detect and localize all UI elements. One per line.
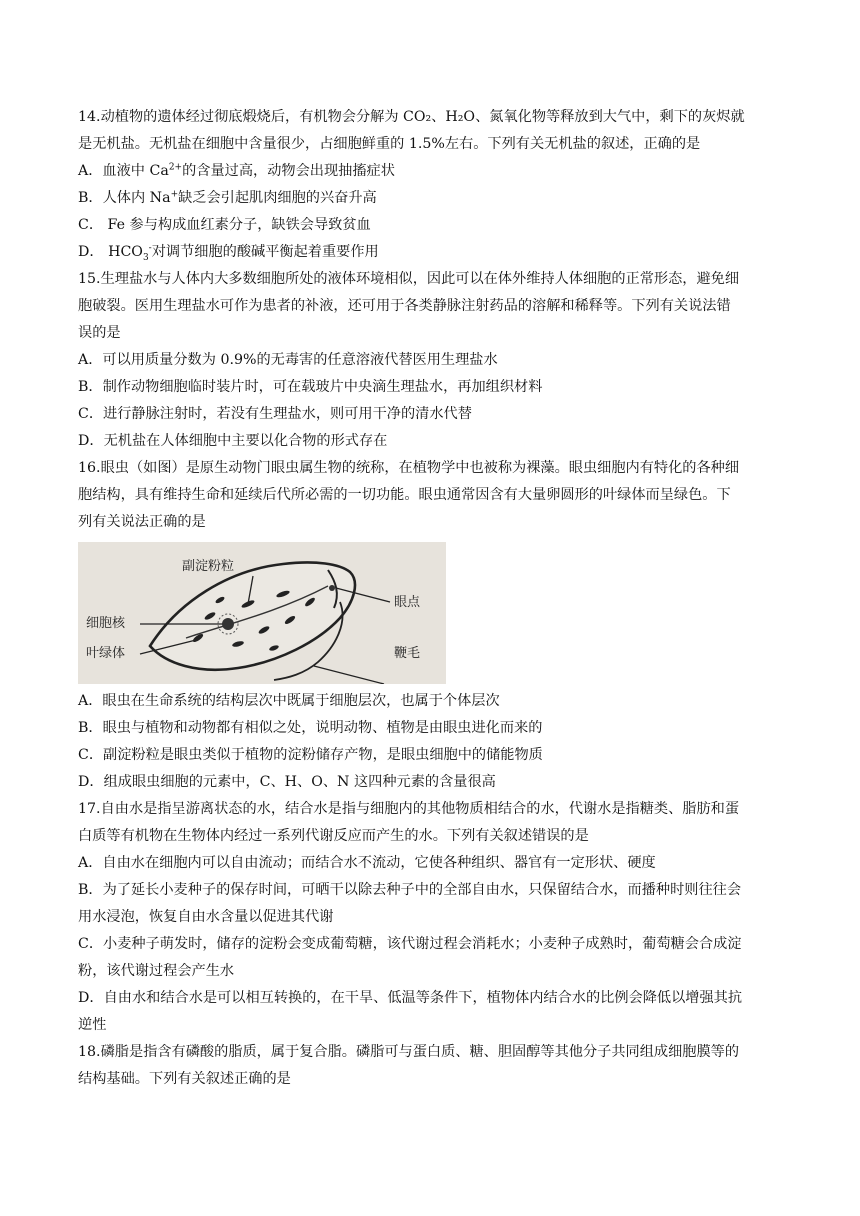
option-d: D．自由水和结合水是可以相互转换的，在干旱、低温等条件下，植物体内结合水的比例会降低以增强其抗 <box>78 990 743 1006</box>
question-stem: 是无机盐。无机盐在细胞中含量很少，占细胞鲜重的 1.5%左右。下列有关无机盐的叙述，正确的是 <box>78 136 701 152</box>
euglena-drawing <box>78 542 446 684</box>
option-b: B．为了延长小麦种子的保存时间，可晒干以除去种子中的全部自由水，只保留结合水，而播种时则往往会 <box>78 882 742 898</box>
option-b: B．制作动物细胞临时装片时，可在载玻片中央滴生理盐水，再加组织材料 <box>78 379 543 395</box>
question-stem: 18.磷脂是指含有磷酸的脂质，属于复合脂。磷脂可与蛋白质、糖、胆固醇等其他分子共同组成细胞膜等的 <box>78 1044 740 1060</box>
label-paramylon: 副淀粉粒 <box>182 559 235 574</box>
question-stem: 17.自由水是指呈游离状态的水，结合水是指与细胞内的其他物质相结合的水，代谢水是指糖类、脂肪和蛋 <box>78 801 740 817</box>
label-flagellum: 鞭毛 <box>394 646 421 661</box>
question-stem: 白质等有机物在生物体内经过一系列代谢反应而产生的水。下列有关叙述错误的是 <box>78 828 589 844</box>
eyespot-dot <box>329 585 335 591</box>
question-stem: 15.生理盐水与人体内大多数细胞所处的液体环境相似，因此可以在体外维持人体细胞的正常形态，避免细 <box>78 271 740 287</box>
option-a: A．眼虫在生命系统的结构层次中既属于细胞层次，也属于个体层次 <box>78 693 500 709</box>
option-b-cont: 用水浸泡，恢复自由水含量以促进其代谢 <box>78 909 334 925</box>
option-d-cont: 逆性 <box>78 1017 107 1033</box>
option-c-cont: 粉，该代谢过程会产生水 <box>78 963 235 979</box>
question-stem: 16.眼虫（如图）是原生动物门眼虫属生物的统称，在植物学中也被称为裸藻。眼虫细胞内有特化的各种细 <box>78 460 740 476</box>
question-stem: 胞结构，具有维持生命和延续后代所必需的一切功能。眼虫通常因含有大量卵圆形的叶绿体而呈绿色。下 <box>78 487 731 503</box>
option-c: C． Fe 参与构成血红素分子，缺铁会导致贫血 <box>78 217 371 233</box>
option-c: C．副淀粉粒是眼虫类似于植物的淀粉储存产物，是眼虫细胞中的储能物质 <box>78 747 543 763</box>
question-17 <box>78 796 790 1039</box>
question-18 <box>78 1039 790 1093</box>
option-d: D． $HCO_3^-$对调节细胞的酸碱平衡起着重要作用 <box>78 243 379 263</box>
option-a: A．血液中 $Ca^{2+}$的含量过高，动物会出现抽搐症状 <box>78 162 395 179</box>
exam-page <box>78 104 790 1093</box>
nucleus-dot <box>222 618 234 630</box>
option-c: C．小麦种子萌发时，储存的淀粉会变成葡萄糖，该代谢过程会消耗水；小麦种子成熟时，葡萄糖会合成淀 <box>78 936 742 952</box>
question-14 <box>78 104 790 266</box>
question-stem: 胞破裂。医用生理盐水可作为患者的补液，还可用于各类静脉注射药品的溶解和稀释等。下列有关说法错 <box>78 298 731 314</box>
question-15 <box>78 266 790 455</box>
question-stem: 列有关说法正确的是 <box>78 514 206 530</box>
option-a: A．可以用质量分数为 0.9%的无毒害的任意溶液代替医用生理盐水 <box>78 352 498 368</box>
question-stem: 结构基础。下列有关叙述正确的是 <box>78 1071 291 1087</box>
question-16 <box>78 455 790 796</box>
euglena-figure <box>78 542 446 684</box>
option-c: C．进行静脉注射时，若没有生理盐水，则可用干净的清水代替 <box>78 406 472 422</box>
option-b: B．眼虫与植物和动物都有相似之处，说明动物、植物是由眼虫进化而来的 <box>78 720 543 736</box>
option-d: D．无机盐在人体细胞中主要以化合物的形式存在 <box>78 433 388 449</box>
label-eyespot: 眼点 <box>394 595 421 610</box>
label-chloroplast: 叶绿体 <box>86 646 126 661</box>
option-a: A．自由水在细胞内可以自由流动；而结合水不流动，它使各种组织、器官有一定形状、硬度 <box>78 855 656 871</box>
option-b: B．人体内 Na+缺乏会引起肌肉细胞的兴奋升高 <box>78 189 377 206</box>
question-stem: 14.动植物的遗体经过彻底煅烧后，有机物会分解为 CO₂、H₂O、氮氧化物等释放到大气中，剩下的灰烬就 <box>78 109 745 125</box>
label-nucleus: 细胞核 <box>86 616 126 631</box>
question-stem: 误的是 <box>78 325 121 341</box>
option-d: D．组成眼虫细胞的元素中，C、H、O、N 这四种元素的含量很高 <box>78 774 496 790</box>
